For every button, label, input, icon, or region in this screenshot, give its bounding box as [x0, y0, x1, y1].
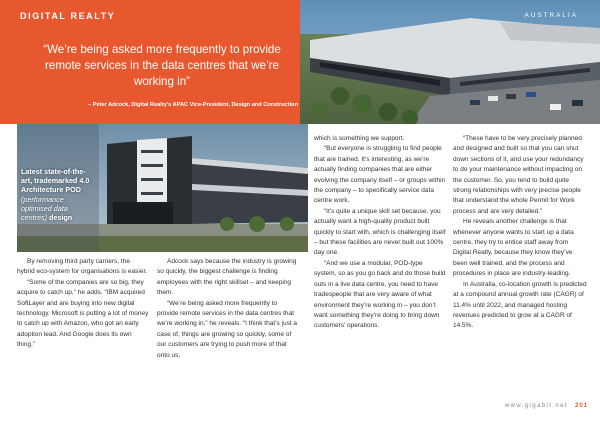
brand-logo: DIGITAL REALTY	[20, 11, 116, 21]
caption-tail: design	[48, 213, 73, 223]
text-column-3	[314, 134, 446, 332]
paragraph: “But everyone is struggling to find people that are trained. It’s interesting, as we’re actually finding companies that are either evolving the company itself – or groups within the company – to specifically service data centre work.	[314, 145, 446, 205]
paragraph: “And we use a modular, POD-type system, so as you go back and do those build outs in a live data centre, you need to have tradespeople that are very aware of what environment they’re working in – you don’t want something they’re doing to bring down customers’ operations.	[314, 259, 446, 330]
region-label: AUSTRALIA	[524, 12, 578, 19]
footer-url: www.gigabit.net	[504, 403, 568, 409]
page-number: 201	[574, 403, 588, 409]
paragraph: “We’re being asked more frequently to provide remote services in the data centres that we’re working in,” he reveals. “I think that’s just a case of, things are growing so quickly, some of our customers are trying to push more of that onto us,	[157, 299, 298, 359]
paragraph: In Australia, co-location growth is predicted at a compound annual growth rate (CAGR) of 11.4% until 2022, and managed hosting revenues predicted to grow at a CAGR of 14.5%.	[453, 280, 587, 330]
paragraph: Adcock says because the industry is growing so quickly, the biggest challenge is finding employees with the right skillset – and keeping them.	[157, 258, 297, 297]
photo-caption	[21, 167, 93, 222]
caption-italic: (performance optimised data centres)	[21, 194, 68, 223]
paragraph: “These have to be very precisely planned and designed and built so that you can shut down sections of it, and use your redundancy to do your maintenance without impacting on the customer. So, you tend to build quite strong relationships with very precise people that understand the whole Permit for Work process and are very detailed.”	[453, 135, 584, 215]
pull-quote: “We’re being asked more frequently to provide remote services in the data centres that we’re working in”	[43, 43, 281, 88]
paragraph: “It’s quite a unique skill set because, you actually want a high-quality product built quickly to start with, which is challenging itself – but these facilities are never built out 100% day one.	[314, 207, 446, 257]
aerial-data-centre-photo	[300, 0, 600, 124]
text-column-4	[453, 134, 587, 332]
paragraph: “Some of the companies are so big, they acquire to catch up,” he adds. “IBM acquired SoftLayer and are buying into new digital technology. Microsoft is putting a lot of money to catch up with Amazon, who got an early adoption lead. And Google does its own thing.”	[17, 278, 149, 349]
text-column-2	[157, 257, 299, 361]
page-footer	[505, 403, 588, 409]
paragraph: which is something we support.	[314, 135, 405, 142]
text-column-1	[17, 257, 149, 351]
caption-bold: Latest state-of-the-art, trademarked 4.0 Architecture POD	[21, 167, 90, 195]
quote-attribution: – Peter Adcock, Digital Realty’s APAC Vice-President, Design and Construction	[88, 102, 298, 108]
paragraph: By removing third party carriers, the hybrid eco-system for organisations is easier.	[17, 258, 148, 276]
paragraph: He reveals another challenge is that whenever anyone wants to start up a data centre, they try to entice staff away from Digital Realty, because they know they’ve been well trained, and the process and procedures in place are industry-leading.	[453, 218, 574, 278]
quote-banner	[0, 0, 300, 124]
